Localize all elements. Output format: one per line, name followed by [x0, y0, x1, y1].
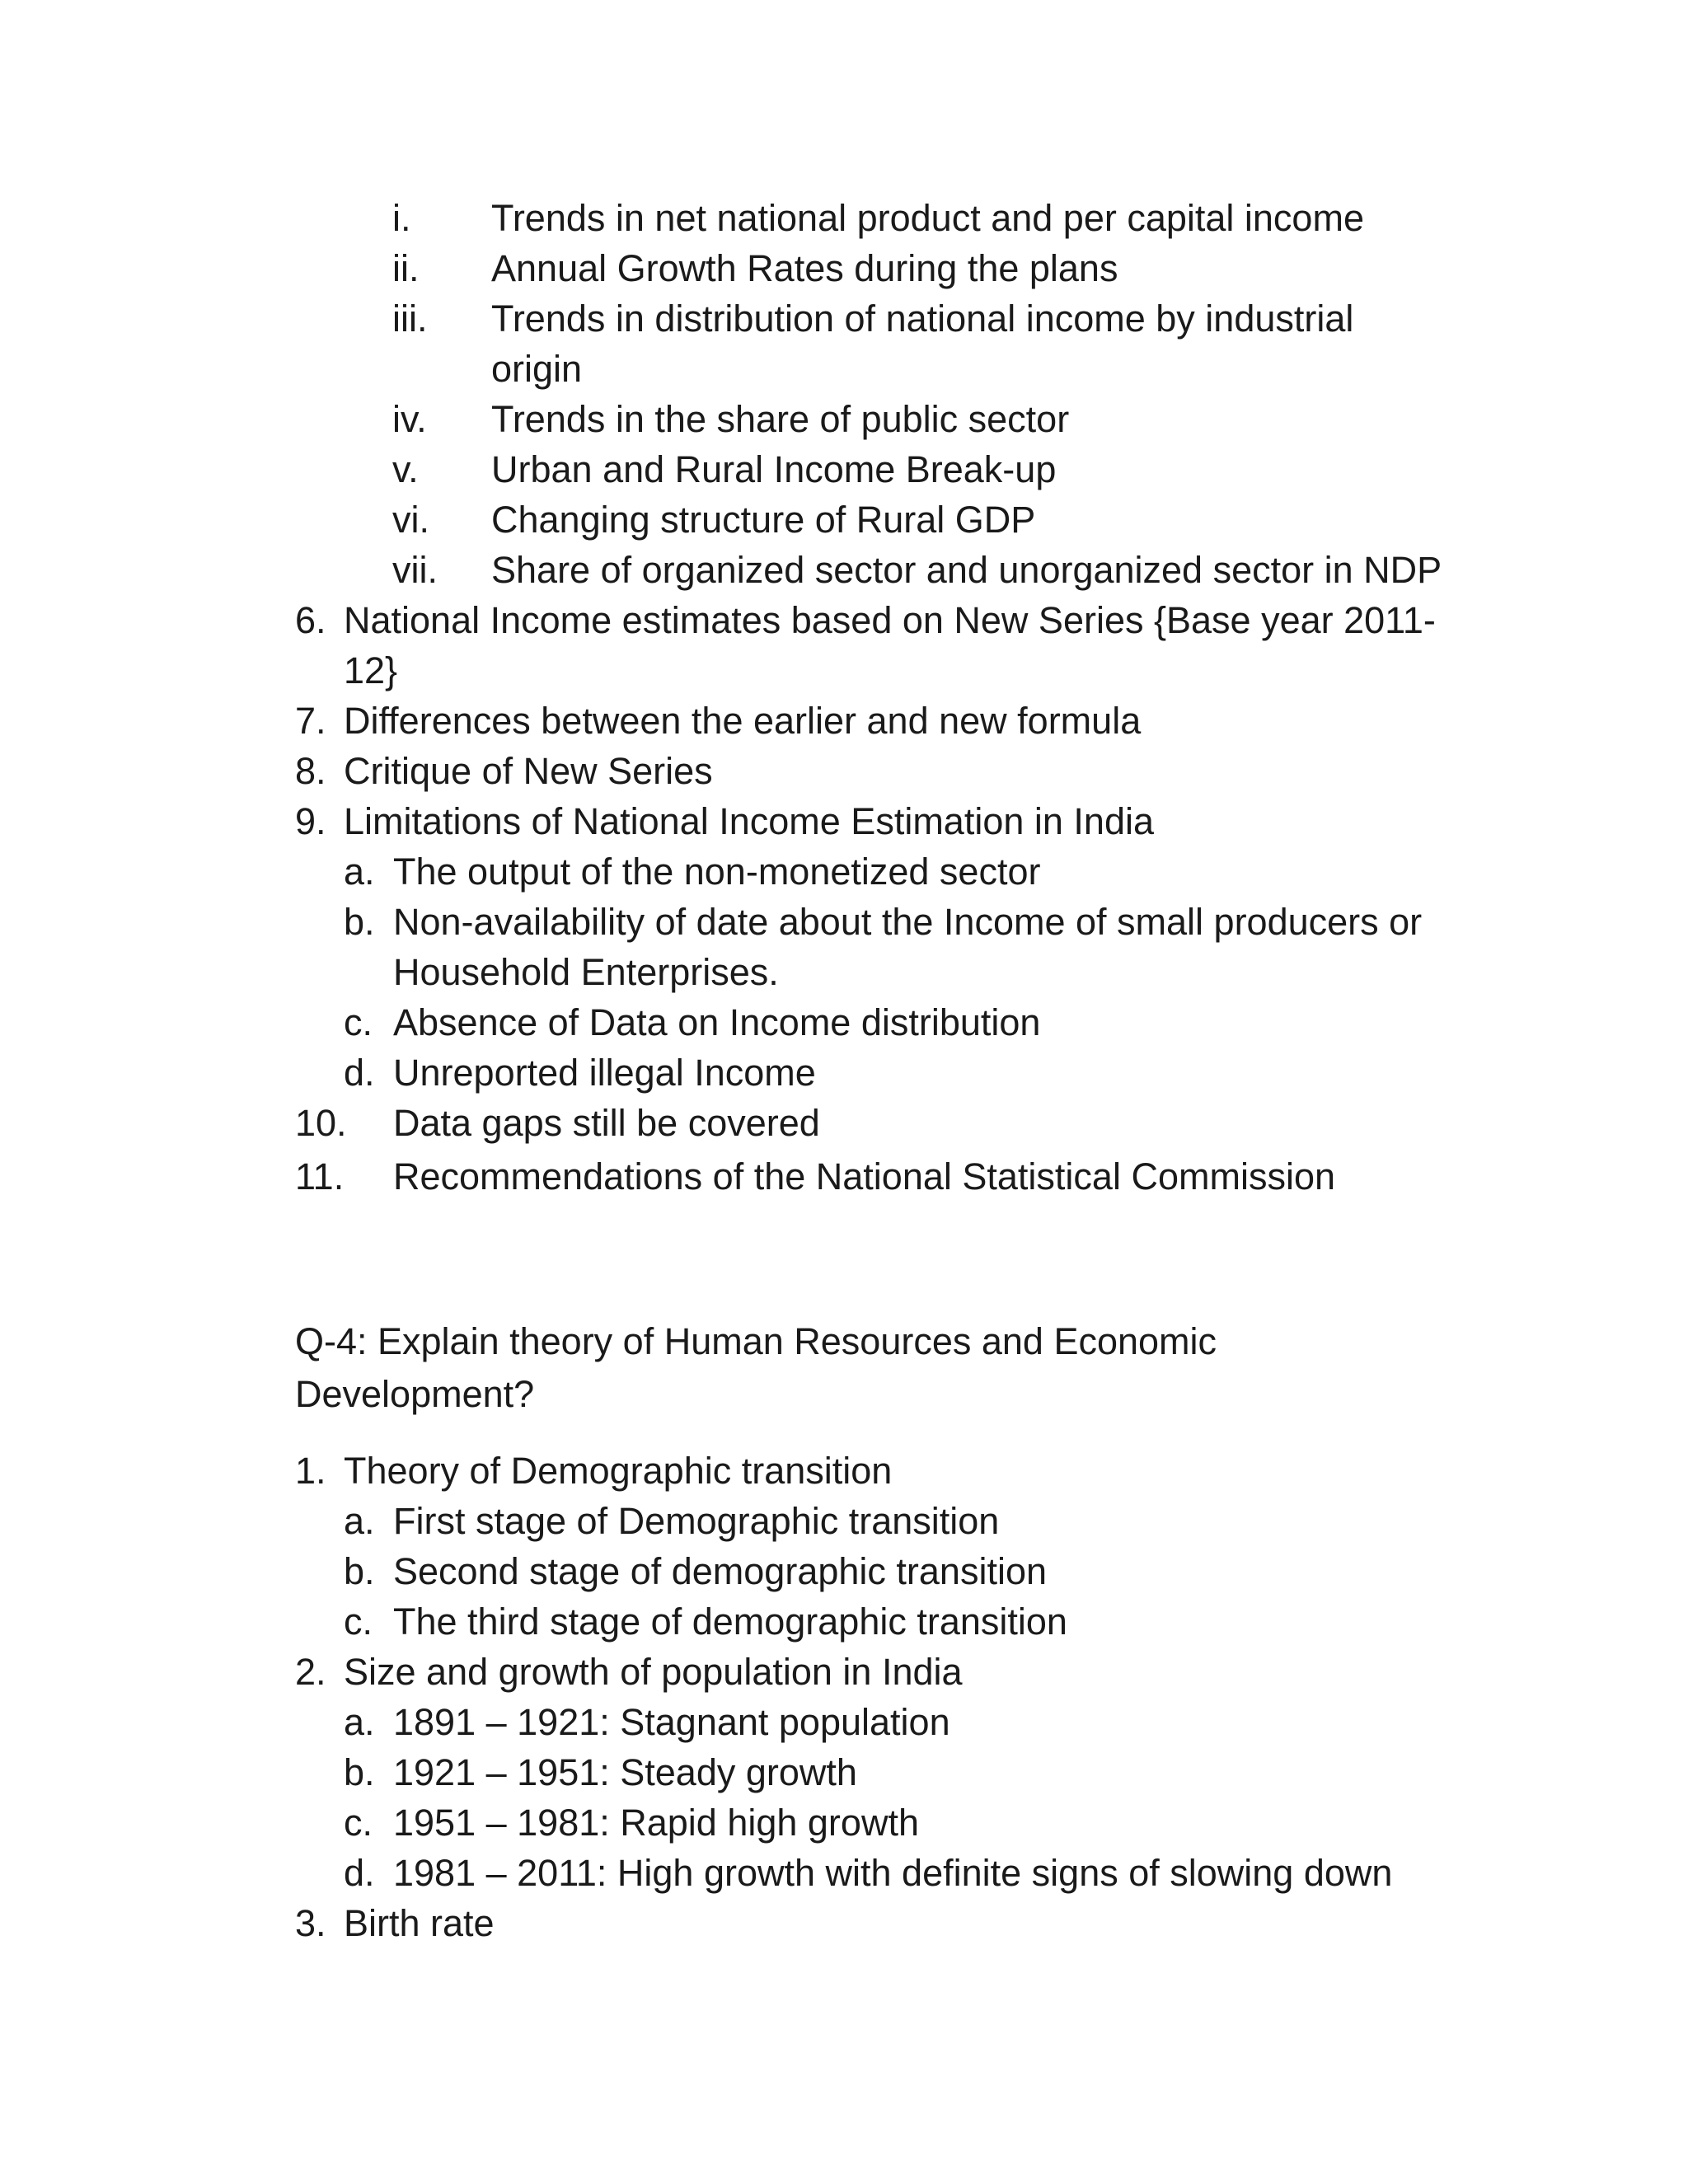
list-item-text: Second stage of demographic transition [393, 1550, 1047, 1592]
list-item [0, 444, 1688, 494]
list-marker: d. [344, 1852, 375, 1894]
outline-list-part-1 [0, 193, 1688, 1202]
list-item [0, 1898, 1688, 1948]
list-marker: b. [344, 1550, 375, 1592]
list-marker: 2. [295, 1651, 326, 1693]
list-item [0, 1098, 1688, 1148]
list-marker: 10. [295, 1102, 347, 1144]
list-item-text: Theory of Demographic transition [344, 1450, 893, 1492]
list-item [0, 846, 1688, 897]
list-item-text: The output of the non-monetized sector [393, 851, 1041, 893]
list-marker: a. [344, 1500, 375, 1542]
list-marker: 8. [295, 750, 326, 792]
list-marker: 3. [295, 1902, 326, 1944]
list-item [0, 997, 1688, 1047]
list-item-text: 1921 – 1951: Steady growth [393, 1751, 857, 1793]
list-item [0, 545, 1688, 595]
list-marker: d. [344, 1052, 375, 1094]
list-item [0, 1797, 1688, 1848]
list-marker: v. [392, 448, 419, 490]
question-line: Q-4: Explain theory of Human Resources and Economic [295, 1320, 1217, 1362]
list-marker: iv. [392, 398, 427, 440]
list-marker: a. [344, 1701, 375, 1743]
list-item-text: Unreported illegal Income [393, 1052, 816, 1094]
list-item [0, 1596, 1688, 1647]
list-item [0, 746, 1688, 796]
list-marker: c. [344, 1001, 373, 1043]
list-item-text: 1891 – 1921: Stagnant population [393, 1701, 950, 1743]
list-item [0, 1151, 1688, 1202]
list-item [0, 293, 1688, 344]
list-item [0, 696, 1688, 746]
list-item-text: Differences between the earlier and new formula [344, 700, 1142, 742]
list-item-text: Critique of New Series [344, 750, 713, 792]
list-item-text: Recommendations of the National Statistical Commission [393, 1155, 1335, 1197]
list-item-text: Non-availability of date about the Income of small producers or [393, 901, 1423, 943]
question-line: Development? [295, 1373, 535, 1415]
list-item [0, 1047, 1688, 1098]
list-item [0, 1647, 1688, 1697]
outline-list-part-2 [0, 1446, 1688, 1948]
list-item-text: Absence of Data on Income distribution [393, 1001, 1041, 1043]
list-item-text: Changing structure of Rural GDP [491, 499, 1036, 541]
list-item [0, 394, 1688, 444]
list-item-text: Trends in net national product and per capital income [491, 197, 1364, 239]
list-item-text: Size and growth of population in India [344, 1651, 963, 1693]
list-item-text: First stage of Demographic transition [393, 1500, 1000, 1542]
list-marker: vi. [392, 499, 429, 541]
list-marker: b. [344, 1751, 375, 1793]
list-marker: a. [344, 851, 375, 893]
list-item [0, 1848, 1688, 1898]
list-item [0, 494, 1688, 545]
list-item [0, 1546, 1688, 1596]
list-marker: iii. [392, 298, 428, 340]
list-item [0, 595, 1688, 645]
list-marker: c. [344, 1601, 373, 1643]
list-item [0, 1446, 1688, 1496]
list-item-text: The third stage of demographic transition [393, 1601, 1067, 1643]
list-marker: c. [344, 1802, 373, 1844]
list-item [0, 897, 1688, 947]
question-heading [295, 1315, 1449, 1421]
list-item-text: Data gaps still be covered [393, 1102, 820, 1144]
list-item-text: Birth rate [344, 1902, 495, 1944]
list-item-text: Household Enterprises. [393, 951, 779, 993]
list-item-text: Annual Growth Rates during the plans [491, 247, 1118, 289]
list-item [0, 1697, 1688, 1747]
list-marker: 7. [295, 700, 326, 742]
list-marker: 1. [295, 1450, 326, 1492]
list-item-text: Trends in distribution of national income by industrial [491, 298, 1354, 340]
list-item [0, 243, 1688, 293]
list-marker: 9. [295, 800, 326, 842]
list-marker: 6. [295, 599, 326, 641]
list-item-continuation [0, 645, 1688, 696]
list-item-text: Share of organized sector and unorganized sector in NDP [491, 549, 1442, 591]
list-marker: b. [344, 901, 375, 943]
list-item-text: 1981 – 2011: High growth with definite signs of slowing down [393, 1852, 1393, 1894]
list-marker: ii. [392, 247, 420, 289]
list-item-text: Limitations of National Income Estimation in India [344, 800, 1154, 842]
list-marker: vii. [392, 549, 438, 591]
list-item-continuation [0, 947, 1688, 997]
list-item-text: origin [491, 348, 583, 390]
list-item-continuation [0, 344, 1688, 394]
list-item [0, 1496, 1688, 1546]
list-item-text: Trends in the share of public sector [491, 398, 1070, 440]
list-item-text: Urban and Rural Income Break-up [491, 448, 1057, 490]
list-item [0, 1747, 1688, 1797]
list-item-text: 12} [344, 649, 398, 691]
list-marker: i. [392, 197, 411, 239]
list-item [0, 796, 1688, 846]
list-item-text: National Income estimates based on New Series {Base year 2011- [344, 599, 1436, 641]
list-marker: 11. [295, 1155, 345, 1197]
list-item [0, 193, 1688, 243]
list-item-text: 1951 – 1981: Rapid high growth [393, 1802, 919, 1844]
